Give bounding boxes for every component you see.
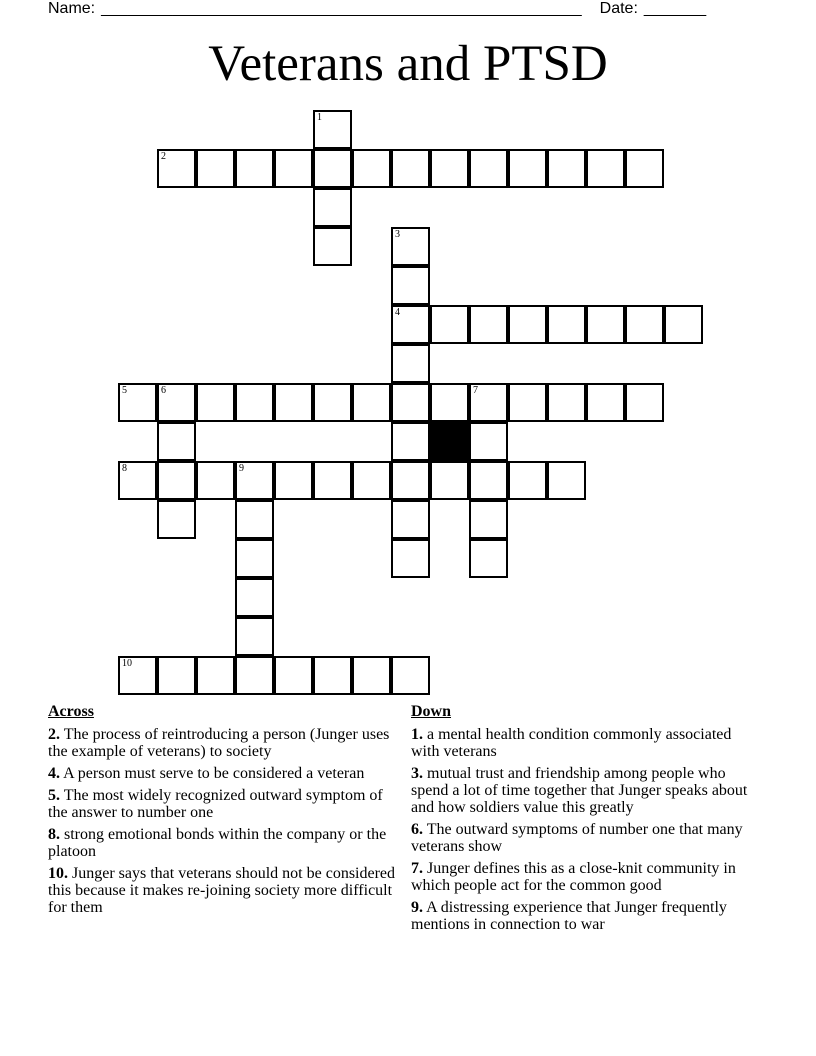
across-clues <box>48 703 398 921</box>
grid-cell[interactable] <box>235 578 274 617</box>
down-clue <box>411 726 763 760</box>
page-title: Veterans and PTSD <box>208 36 608 92</box>
clue-number: 9 <box>239 463 244 474</box>
clue-text: a mental health condition commonly associated with veterans <box>411 726 732 760</box>
clue-text: A distressing experience that Junger frequently mentions in connection to war <box>411 899 727 933</box>
name-label: Name: <box>48 0 96 17</box>
grid-cell[interactable] <box>625 305 664 344</box>
across-heading: Across <box>48 703 94 720</box>
clue-text: The most widely recognized outward symptom of the answer to number one <box>48 787 383 821</box>
clue-number: 5. <box>48 787 60 804</box>
down-clue <box>411 765 763 816</box>
grid-cell[interactable] <box>469 461 508 500</box>
clue-number: 7. <box>411 860 423 877</box>
grid-cell[interactable] <box>274 383 313 422</box>
grid-cell[interactable] <box>625 149 664 188</box>
clue-number: 10. <box>48 865 68 882</box>
grid-cell[interactable] <box>391 461 430 500</box>
grid-cell[interactable] <box>352 149 391 188</box>
grid-cell[interactable] <box>430 305 469 344</box>
clue-text: strong emotional bonds within the company or the platoon <box>48 826 387 860</box>
grid-cell[interactable] <box>118 383 157 422</box>
grid-cell[interactable] <box>274 149 313 188</box>
down-clue-list <box>411 726 763 933</box>
grid-cell[interactable] <box>196 656 235 695</box>
grid-cell[interactable] <box>235 149 274 188</box>
grid-cell[interactable] <box>469 383 508 422</box>
down-clues <box>411 703 763 938</box>
grid-cell[interactable] <box>508 149 547 188</box>
grid-cell[interactable] <box>196 149 235 188</box>
grid-cell[interactable] <box>469 500 508 539</box>
clue-text: The outward symptoms of number one that many veterans show <box>411 821 743 855</box>
clue-number: 1 <box>317 112 322 123</box>
grid-cell[interactable] <box>391 149 430 188</box>
down-clue <box>411 899 763 933</box>
grid-cell[interactable] <box>664 305 703 344</box>
clue-number: 10 <box>122 658 132 669</box>
grid-cell[interactable] <box>274 656 313 695</box>
across-clue <box>48 787 398 821</box>
grid-cell[interactable] <box>391 344 430 383</box>
clue-number: 5 <box>122 385 127 396</box>
down-heading: Down <box>411 703 452 720</box>
clue-number: 4. <box>48 765 60 782</box>
grid-cell[interactable] <box>157 500 196 539</box>
date-field[interactable]: _______ <box>643 0 707 17</box>
grid-cell[interactable] <box>508 383 547 422</box>
grid-cell[interactable] <box>586 305 625 344</box>
grid-cell[interactable] <box>118 656 157 695</box>
grid-cell[interactable] <box>157 149 196 188</box>
clue-number: 6 <box>161 385 166 396</box>
grid-cell[interactable] <box>547 461 586 500</box>
grid-cell[interactable] <box>391 383 430 422</box>
grid-cell[interactable] <box>508 305 547 344</box>
clue-text: mutual trust and friendship among people who spend a lot of time together that Junger speaks about and how soldiers value this greatly <box>411 765 748 816</box>
grid-cell[interactable] <box>313 656 352 695</box>
grid-cell[interactable] <box>391 539 430 578</box>
clue-text: The process of reintroducing a person (Junger uses the example of veterans) to society <box>48 726 390 760</box>
grid-cell[interactable] <box>469 149 508 188</box>
grid-cell[interactable] <box>391 500 430 539</box>
grid-cell[interactable] <box>274 461 313 500</box>
grid-cell[interactable] <box>235 461 274 500</box>
clue-number: 2. <box>48 726 60 743</box>
clue-number: 2 <box>161 151 166 162</box>
grid-cell[interactable] <box>235 539 274 578</box>
grid-cell[interactable] <box>157 383 196 422</box>
grid-cell[interactable] <box>235 383 274 422</box>
grid-cell[interactable] <box>625 383 664 422</box>
grid-cell[interactable] <box>157 461 196 500</box>
grid-cell[interactable] <box>235 617 274 656</box>
grid-cell[interactable] <box>313 149 352 188</box>
grid-cell[interactable] <box>196 461 235 500</box>
grid-cell[interactable] <box>313 383 352 422</box>
grid-cell[interactable] <box>469 422 508 461</box>
grid-cell[interactable] <box>391 305 430 344</box>
grid-cell[interactable] <box>430 383 469 422</box>
grid-cell[interactable] <box>586 383 625 422</box>
across-clue <box>48 765 398 782</box>
grid-cell[interactable] <box>469 305 508 344</box>
grid-cell[interactable] <box>313 461 352 500</box>
grid-cell[interactable] <box>391 227 430 266</box>
grid-cell[interactable] <box>352 656 391 695</box>
grid-cell[interactable] <box>508 461 547 500</box>
clue-number: 3. <box>411 765 423 782</box>
grid-cell[interactable] <box>352 383 391 422</box>
grid-cell[interactable] <box>547 383 586 422</box>
black-cell <box>430 422 469 461</box>
clue-number: 9. <box>411 899 423 916</box>
grid-cell[interactable] <box>157 656 196 695</box>
grid-cell[interactable] <box>586 149 625 188</box>
grid-cell[interactable] <box>352 461 391 500</box>
across-clue <box>48 865 398 916</box>
clue-number: 6. <box>411 821 423 838</box>
clue-number: 8 <box>122 463 127 474</box>
grid-cell[interactable] <box>430 149 469 188</box>
grid-cell[interactable] <box>430 461 469 500</box>
grid-cell[interactable] <box>547 305 586 344</box>
grid-cell[interactable] <box>235 656 274 695</box>
grid-cell[interactable] <box>313 227 352 266</box>
down-clue <box>411 821 763 855</box>
grid-cell[interactable] <box>391 422 430 461</box>
grid-cell[interactable] <box>118 461 157 500</box>
date-label: Date: <box>599 0 638 17</box>
clue-text: A person must serve to be considered a veteran <box>63 765 365 782</box>
name-field[interactable]: ______________________________________________________ <box>101 0 582 17</box>
clue-number: 8. <box>48 826 60 843</box>
clue-number: 7 <box>473 385 478 396</box>
clue-number: 4 <box>395 307 400 318</box>
across-clue-list <box>48 726 398 916</box>
grid-cell[interactable] <box>313 110 352 149</box>
clue-number: 3 <box>395 229 400 240</box>
grid-cell[interactable] <box>547 149 586 188</box>
grid-cell[interactable] <box>313 188 352 227</box>
grid-cell[interactable] <box>391 266 430 305</box>
down-clue <box>411 860 763 894</box>
grid-cell[interactable] <box>157 422 196 461</box>
across-clue <box>48 726 398 760</box>
across-clue <box>48 826 398 860</box>
grid-cell[interactable] <box>235 500 274 539</box>
clue-number: 1. <box>411 726 423 743</box>
clue-text: Junger says that veterans should not be considered this because it makes re-joining society more difficult for them <box>48 865 396 916</box>
clue-text: Junger defines this as a close-knit community in which people act for the common good <box>411 860 736 894</box>
grid-cell[interactable] <box>469 539 508 578</box>
grid-cell[interactable] <box>196 383 235 422</box>
grid-cell[interactable] <box>391 656 430 695</box>
